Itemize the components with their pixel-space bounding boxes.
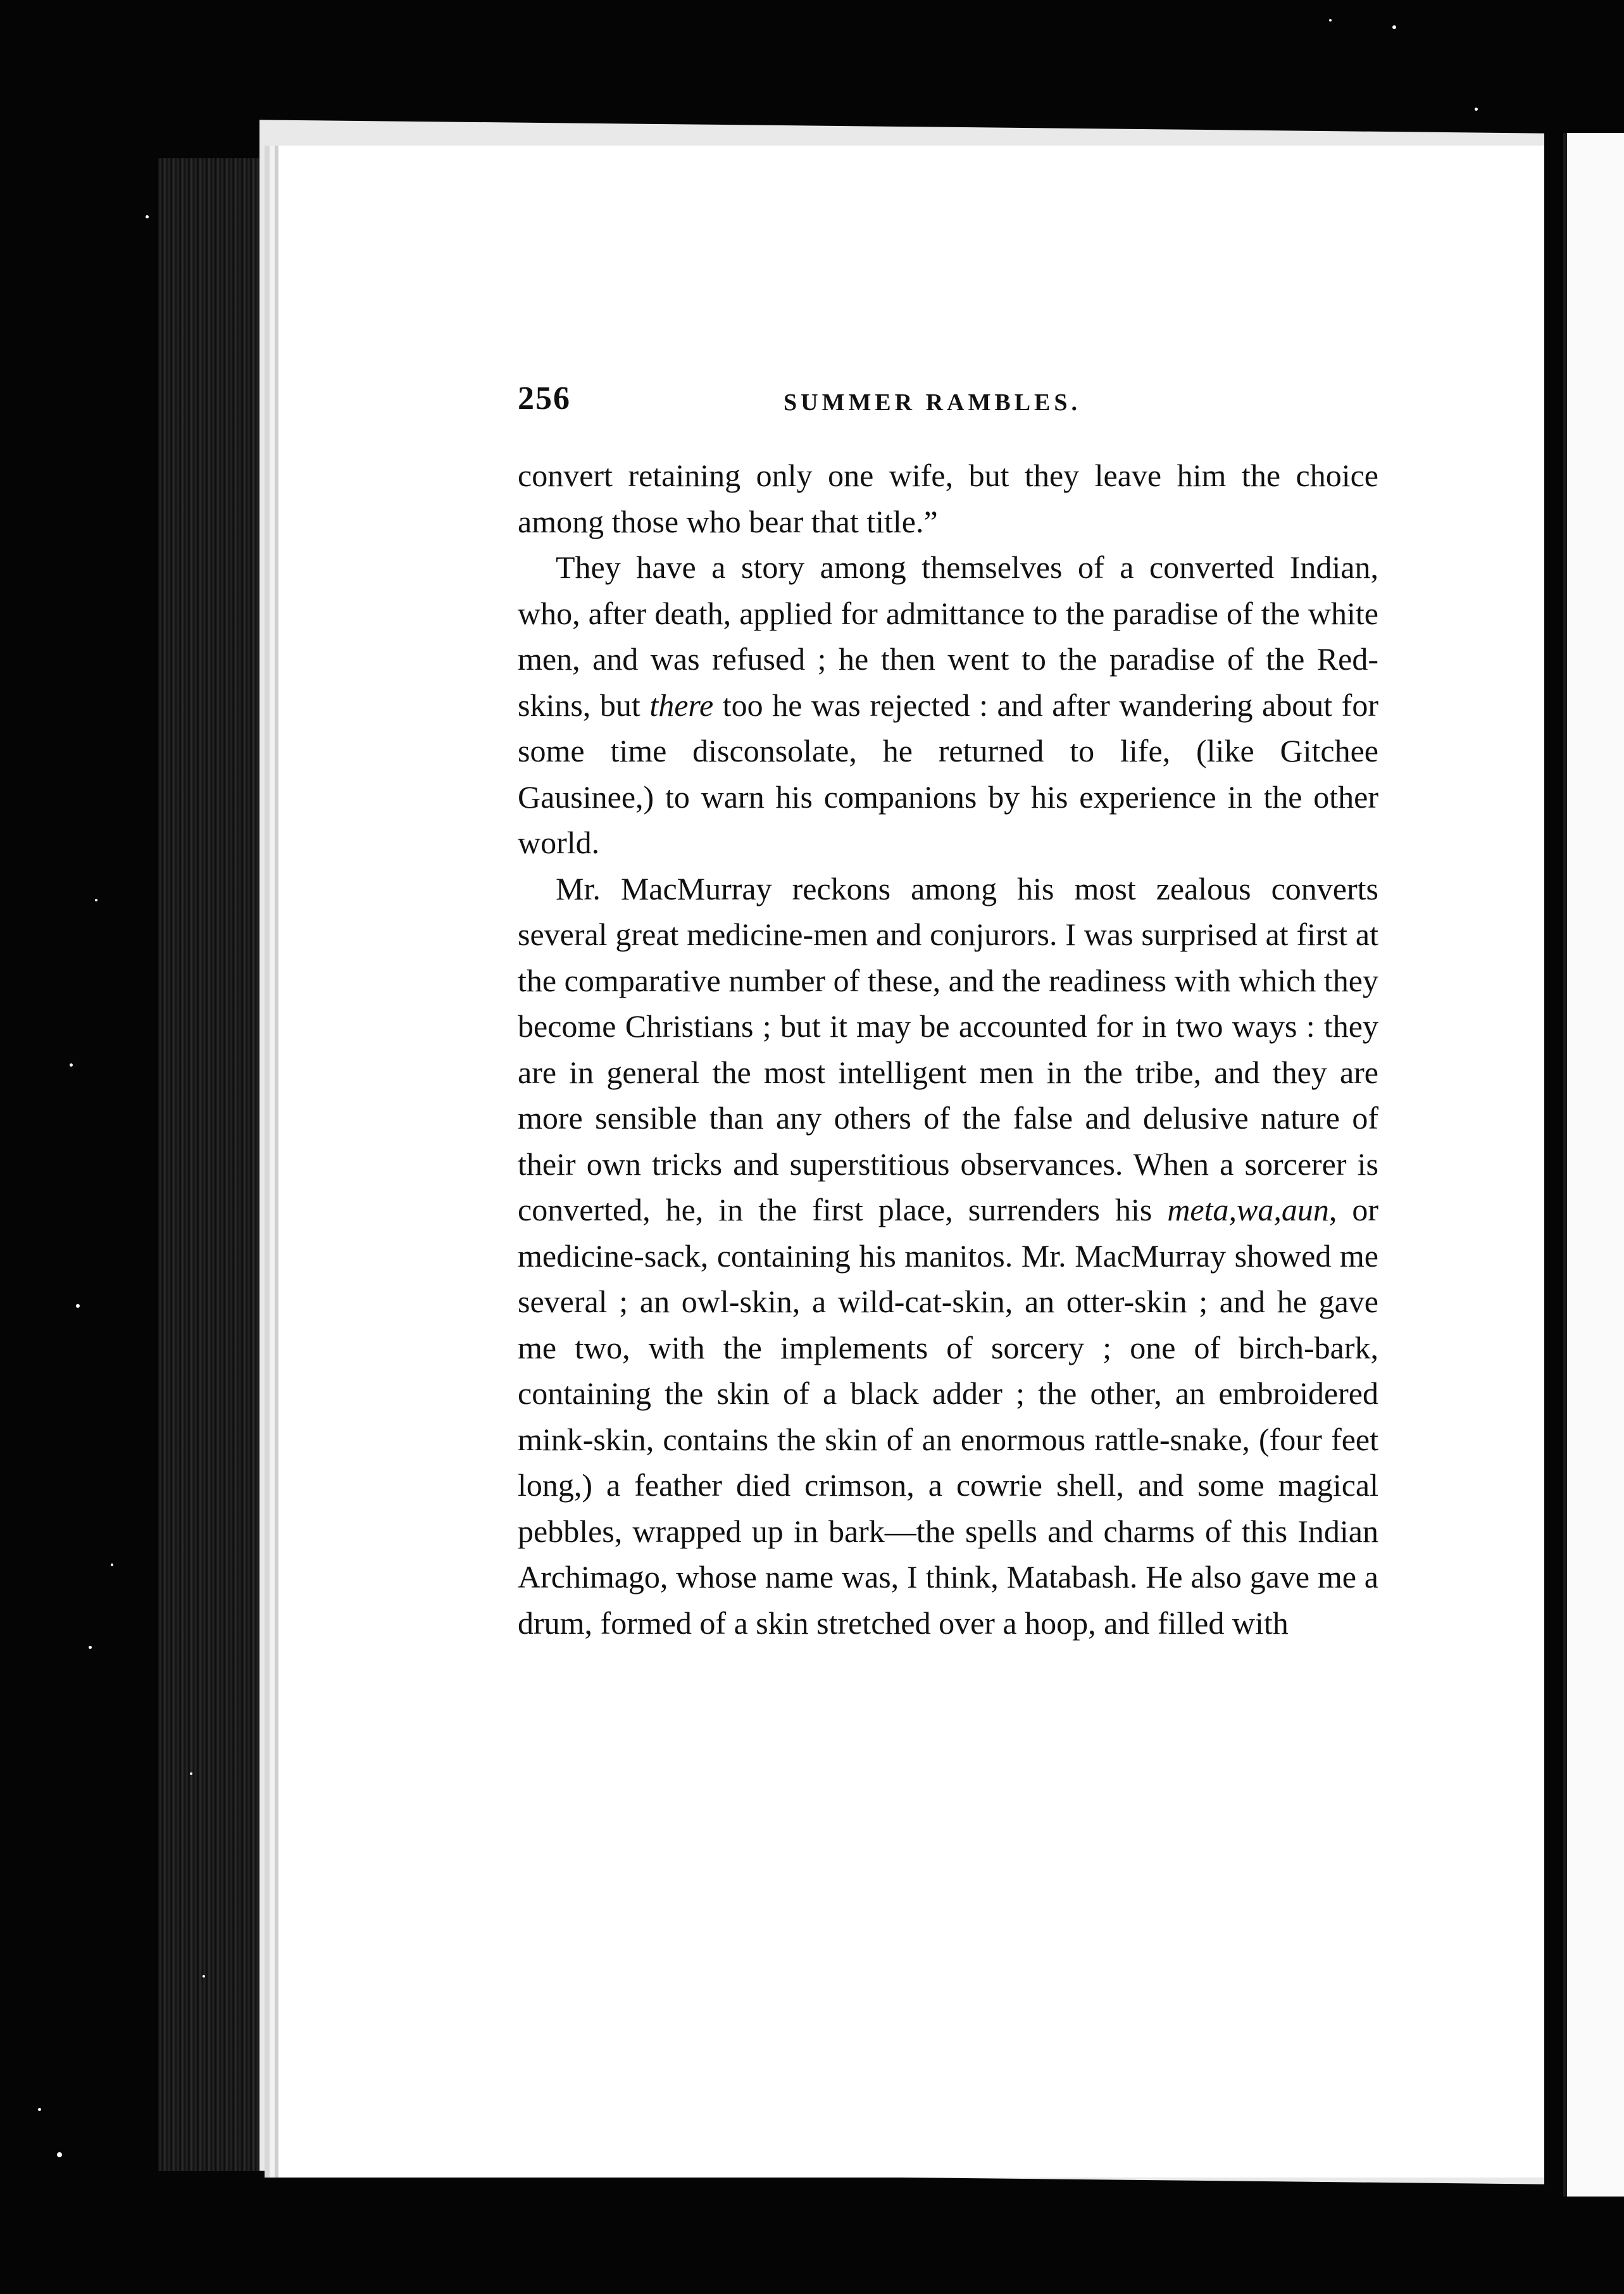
paragraph-2 xyxy=(518,544,1378,866)
facing-page-edge xyxy=(1563,133,1624,2197)
text-segment: too he was rejected : and after wandering about for some time disconsolate, he returned to life, (like Gitchee Gausinee,) to warn his companions by his experience in the other world. xyxy=(518,687,1378,860)
scan-speck xyxy=(1329,19,1332,22)
text-segment: Mr. MacMurray reckons among his most zealous converts several great medicine-men and conjurors. I was surprised at first at the comparative number of these, and the readiness with which they become Christians ; but it may be accounted for in two ways : they are in general the most intelligent men in the tribe, and they are more sensible than any others of the false and delusive nature of their own tricks and superstitious observances. When a sorcerer is converted, he, in the first place, surrenders his xyxy=(518,870,1378,1227)
page-number: 256 xyxy=(518,380,571,417)
scan-speck xyxy=(203,1975,205,1977)
paragraph-3 xyxy=(518,866,1378,1646)
scan-speck xyxy=(76,1304,80,1308)
scan-speck xyxy=(70,1063,73,1067)
scan-speck xyxy=(1392,25,1396,29)
body-text xyxy=(518,453,1378,1646)
italic-word: meta,wa,aun xyxy=(1167,1192,1329,1227)
text-segment: , or medicine-sack, containing his manitos. Mr. MacMurray showed me several ; an owl-skin, a wild-cat-skin, an otter-skin ; and he gave me two, with the implements of sorcery ; one of birch-bark, containing the skin of a black adder ; the other, an embroidered mink-skin, contains the skin of an enormous rattle-snake, (four feet long,) a feather died crimson, a cowrie shell, and some magical pebbles, wrapped up in bark—the spells and charms of this Indian Archimago, whose name was, I think, Matabash. He also gave me a drum, formed of a skin stretched over a hoop, and filled with xyxy=(518,1192,1378,1641)
scan-speck xyxy=(111,1564,113,1566)
scan-speck xyxy=(443,1924,446,1927)
italic-word: there xyxy=(649,687,714,723)
paragraph-1 xyxy=(518,453,1378,544)
scan-speck xyxy=(190,1772,192,1775)
text-segment: They have a story among themselves of a converted Indian, who, after death, applied for admittance to the paradise of the white men, and was refused ; he then went to the paradise of the Red-skins, but xyxy=(518,549,1378,723)
running-head: SUMMER RAMBLES. xyxy=(784,389,1082,416)
page-header xyxy=(518,380,1378,424)
scan-speck xyxy=(57,2152,62,2157)
scan-speck xyxy=(95,899,97,901)
scan-speck xyxy=(89,1646,92,1649)
scan-speck xyxy=(38,2108,41,2111)
scan-speck xyxy=(146,215,149,218)
scan-speck xyxy=(1475,108,1478,111)
text-segment: convert retaining only one wife, but they leave him the choice among those who bear that title.” xyxy=(518,458,1378,539)
